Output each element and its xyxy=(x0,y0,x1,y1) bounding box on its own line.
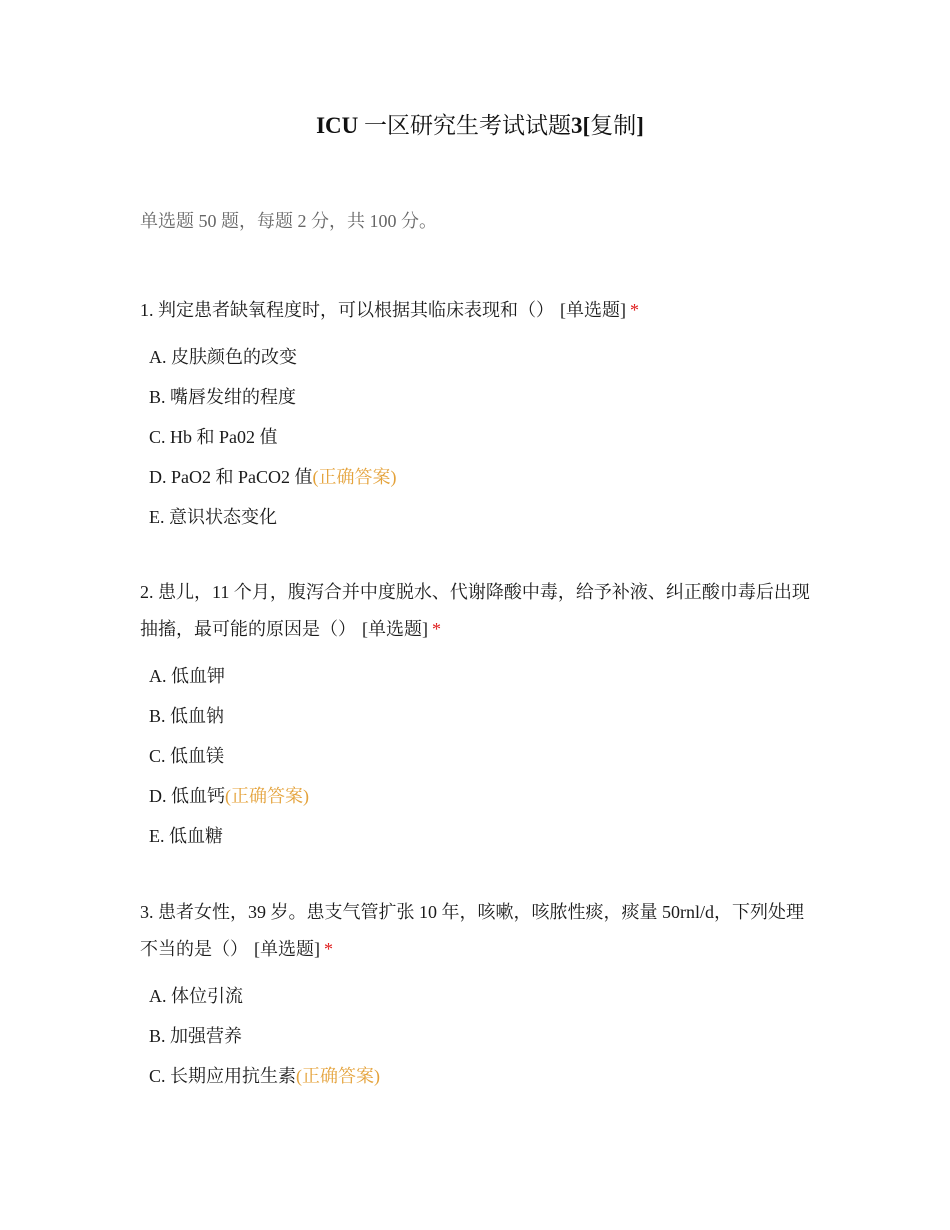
question-text: 3. 患者女性，39 岁。患支气管扩张 10 年，咳嗽，咳脓性痰，痰量 50rnl/d，下列处理不当的是（） xyxy=(140,902,804,959)
title-prefix: ICU xyxy=(316,113,359,138)
option-text: D. 低血钙 xyxy=(149,786,225,806)
option-text: A. 体位引流 xyxy=(149,986,243,1006)
question-stem xyxy=(140,894,820,968)
option-text: C. 低血镁 xyxy=(149,746,225,766)
title-cn-copy: 复制 xyxy=(590,113,637,138)
question-type: [单选题] xyxy=(560,300,626,320)
correct-tag: (正确答案) xyxy=(312,467,397,487)
title-end: ] xyxy=(636,113,644,138)
option-a[interactable] xyxy=(140,337,820,377)
question-text: 1. 判定患者缺氧程度时，可以根据其临床表现和（） xyxy=(140,300,554,320)
option-text: E. 低血糖 xyxy=(149,826,223,846)
required-mark: * xyxy=(630,300,639,320)
required-mark: * xyxy=(324,939,333,959)
option-b[interactable] xyxy=(140,377,820,417)
title-suffix: 3[ xyxy=(571,113,591,138)
correct-tag: (正确答案) xyxy=(296,1066,381,1086)
option-text: B. 嘴唇发绀的程度 xyxy=(149,387,297,407)
option-e[interactable] xyxy=(140,816,820,856)
option-text: C. 长期应用抗生素 xyxy=(149,1066,297,1086)
title-cn: 一区研究生考试试题 xyxy=(364,113,572,138)
option-c[interactable] xyxy=(140,1056,820,1096)
question-1 xyxy=(140,292,820,537)
option-list xyxy=(140,337,820,537)
correct-tag: (正确答案) xyxy=(225,786,309,806)
option-a[interactable] xyxy=(140,976,820,1016)
option-c[interactable] xyxy=(140,417,820,457)
page-title xyxy=(140,111,820,141)
option-text: C. Hb 和 Pa02 值 xyxy=(149,427,278,447)
option-text: D. PaO2 和 PaCO2 值 xyxy=(149,467,313,487)
question-3 xyxy=(140,894,820,1096)
option-text: A. 低血钾 xyxy=(149,666,225,686)
option-c[interactable] xyxy=(140,736,820,776)
option-text: E. 意识状态变化 xyxy=(149,507,277,527)
option-b[interactable] xyxy=(140,696,820,736)
option-b[interactable] xyxy=(140,1016,820,1056)
option-e[interactable] xyxy=(140,497,820,537)
question-text: 2. 患儿，11 个月，腹泻合并中度脱水、代谢降酸中毒，给予补液、纠正酸巾毒后出现抽搐，最可能的原因是（） xyxy=(140,582,810,639)
option-text: B. 低血钠 xyxy=(149,706,225,726)
option-d[interactable] xyxy=(140,776,820,816)
option-d[interactable] xyxy=(140,457,820,497)
option-text: B. 加强营养 xyxy=(149,1026,243,1046)
question-2 xyxy=(140,574,820,856)
question-type: [单选题] xyxy=(362,619,428,639)
required-mark: * xyxy=(432,619,441,639)
option-a[interactable] xyxy=(140,656,820,696)
option-text: A. 皮肤颜色的改变 xyxy=(149,347,297,367)
question-stem xyxy=(140,292,820,329)
question-type: [单选题] xyxy=(254,939,320,959)
option-list xyxy=(140,656,820,856)
question-stem xyxy=(140,574,820,648)
option-list xyxy=(140,976,820,1096)
exam-intro: 单选题 50 题，每题 2 分，共 100 分。 xyxy=(140,211,437,231)
